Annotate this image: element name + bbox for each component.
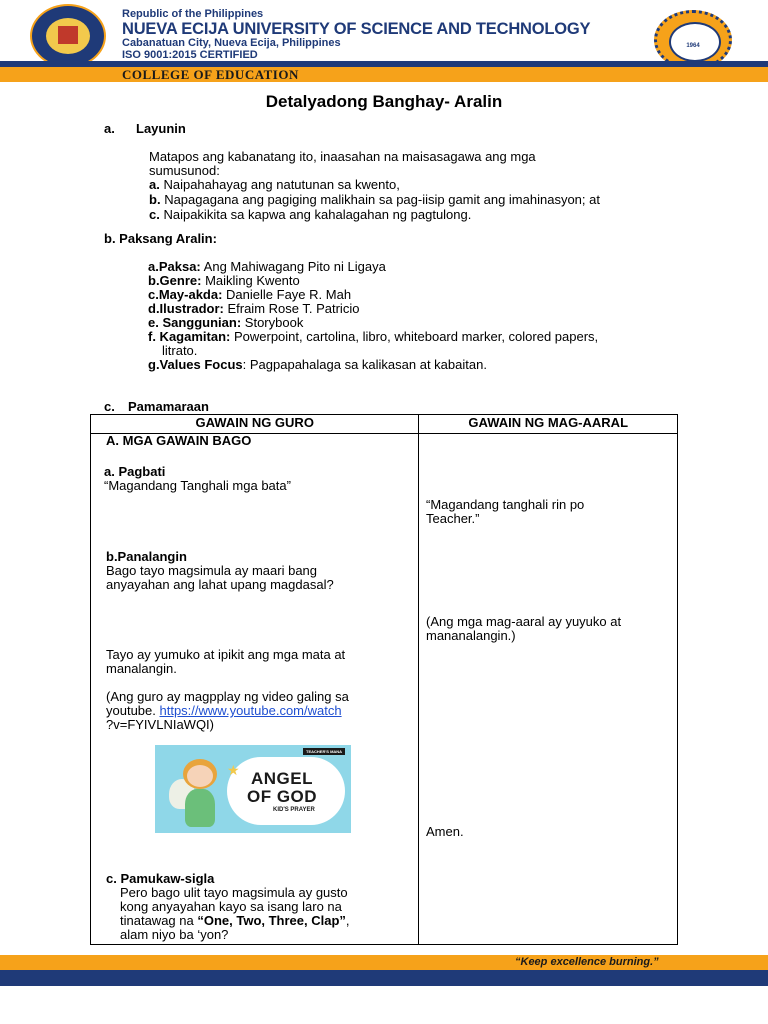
panalangin-text-cont: anyayahan ang lahat upang magdasal? bbox=[106, 577, 334, 592]
paksa-item: g.Values Focus: Pagpapahalaga sa kalikasan at kabaitan. bbox=[148, 357, 487, 372]
header-orange-band bbox=[0, 67, 768, 82]
pamukaw-text: Pero bago ulit tayo magsimula ay gusto bbox=[120, 885, 348, 900]
card-title-line2: OF GOD bbox=[247, 787, 318, 806]
iso-certification: ISO 9001:2015 CERTIFIED bbox=[122, 49, 258, 61]
paksa-item: e. Sanggunian: Storybook bbox=[148, 315, 304, 330]
footer-motto: “Keep excellence burning.” bbox=[515, 956, 659, 968]
yumuko-text-cont: manalangin. bbox=[106, 661, 177, 676]
college-name: COLLEGE OF EDUCATION bbox=[122, 67, 299, 82]
pamukaw-label: c. Pamukaw-sigla bbox=[106, 871, 215, 886]
column-header-mag-aaral: GAWAIN NG MAG-AARAL bbox=[419, 415, 678, 434]
pamamaraan-letter: c. bbox=[104, 399, 115, 414]
youtube-link[interactable]: https://www.youtube.com/watch bbox=[159, 703, 342, 718]
layunin-intro: Matapos ang kabanatang ito, inaasahan na maisasagawa ang mga bbox=[149, 149, 536, 164]
university-name: NUEVA ECIJA UNIVERSITY OF SCIENCE AND TECHNOLOGY bbox=[122, 20, 591, 38]
footer-navy-band bbox=[0, 970, 768, 986]
card-title-line1: ANGEL bbox=[251, 769, 313, 788]
paksa-item: a.Paksa: Ang Mahiwagang Pito ni Ligaya bbox=[148, 259, 386, 274]
layunin-heading: Layunin bbox=[136, 121, 186, 136]
seal-year: 1964 bbox=[686, 43, 700, 49]
pamukaw-text-cont: kong anyayahan kayo sa isang laro na bbox=[120, 899, 342, 914]
republic-line: Republic of the Philippines bbox=[122, 8, 264, 20]
layunin-item: c. Naipakikita sa kapwa ang kahalagahan ng pagtulong. bbox=[149, 207, 472, 222]
document-title: Detalyadong Banghay- Aralin bbox=[265, 92, 503, 111]
student-prayer-cont: mananalangin.) bbox=[426, 628, 516, 643]
video-id: ?v=FYIVLNIaWQI) bbox=[106, 717, 214, 732]
lesson-procedure-table bbox=[90, 414, 678, 945]
student-amen: Amen. bbox=[426, 824, 464, 839]
student-prayer: (Ang mga mag-aaral ay yuyuko at bbox=[426, 614, 622, 629]
student-reply: “Magandang tanghali rin po bbox=[426, 497, 585, 512]
paksa-item: b.Genre: Maikling Kwento bbox=[148, 273, 300, 288]
angel-of-god-video-thumbnail[interactable] bbox=[155, 745, 351, 833]
panalangin-label: b.Panalangin bbox=[106, 549, 187, 564]
video-channel-tag: TEACHER'S MANA bbox=[303, 748, 345, 755]
angel-icon bbox=[165, 757, 227, 829]
layunin-item: b. Napagagana ang pagiging malikhain sa pag-iisip gamit ang imahinasyon; at bbox=[149, 192, 600, 207]
pamukaw-text-cont: tinatawag na “One, Two, Three, Clap”, bbox=[120, 913, 350, 928]
paksa-item: d.Ilustrador: Efraim Rose T. Patricio bbox=[148, 301, 360, 316]
layunin-intro-cont: sumusunod: bbox=[149, 163, 220, 178]
layunin-letter: a. bbox=[104, 121, 115, 136]
pamukaw-text-cont: alam niyo ba ‘yon? bbox=[120, 927, 229, 942]
layunin-item: a. Naipahahayag ang natutunan sa kwento, bbox=[149, 177, 400, 192]
card-subtitle: KID'S PRAYER bbox=[273, 807, 315, 813]
column-header-guro: GAWAIN NG GURO bbox=[91, 415, 419, 434]
pamamaraan-heading: Pamamaraan bbox=[128, 399, 209, 414]
panalangin-text: Bago tayo magsimula ay maari bang bbox=[106, 563, 318, 578]
video-text-cont: youtube. https://www.youtube.com/watch bbox=[106, 703, 342, 718]
star-icon: ★ bbox=[227, 762, 240, 778]
section-heading: A. MGA GAWAIN BAGO bbox=[106, 433, 252, 448]
pagbati-label: a. Pagbati bbox=[104, 464, 166, 479]
pagbati-text: “Magandang Tanghali mga bata” bbox=[104, 478, 291, 493]
university-location: Cabanatuan City, Nueva Ecija, Philippines bbox=[122, 37, 341, 49]
yumuko-text: Tayo ay yumuko at ipikit ang mga mata at bbox=[106, 647, 346, 662]
paksa-item: f. Kagamitan: Powerpoint, cartolina, libro, whiteboard marker, colored papers, bbox=[148, 329, 599, 344]
paksa-item-cont: litrato. bbox=[162, 343, 198, 358]
university-seal-left bbox=[30, 4, 106, 68]
video-text: (Ang guro ay magpplay ng video galing sa bbox=[106, 689, 349, 704]
student-reply-cont: Teacher.” bbox=[426, 511, 480, 526]
paksa-heading: b. Paksang Aralin: bbox=[104, 231, 217, 246]
paksa-item: c.May-akda: Danielle Faye R. Mah bbox=[148, 287, 352, 302]
